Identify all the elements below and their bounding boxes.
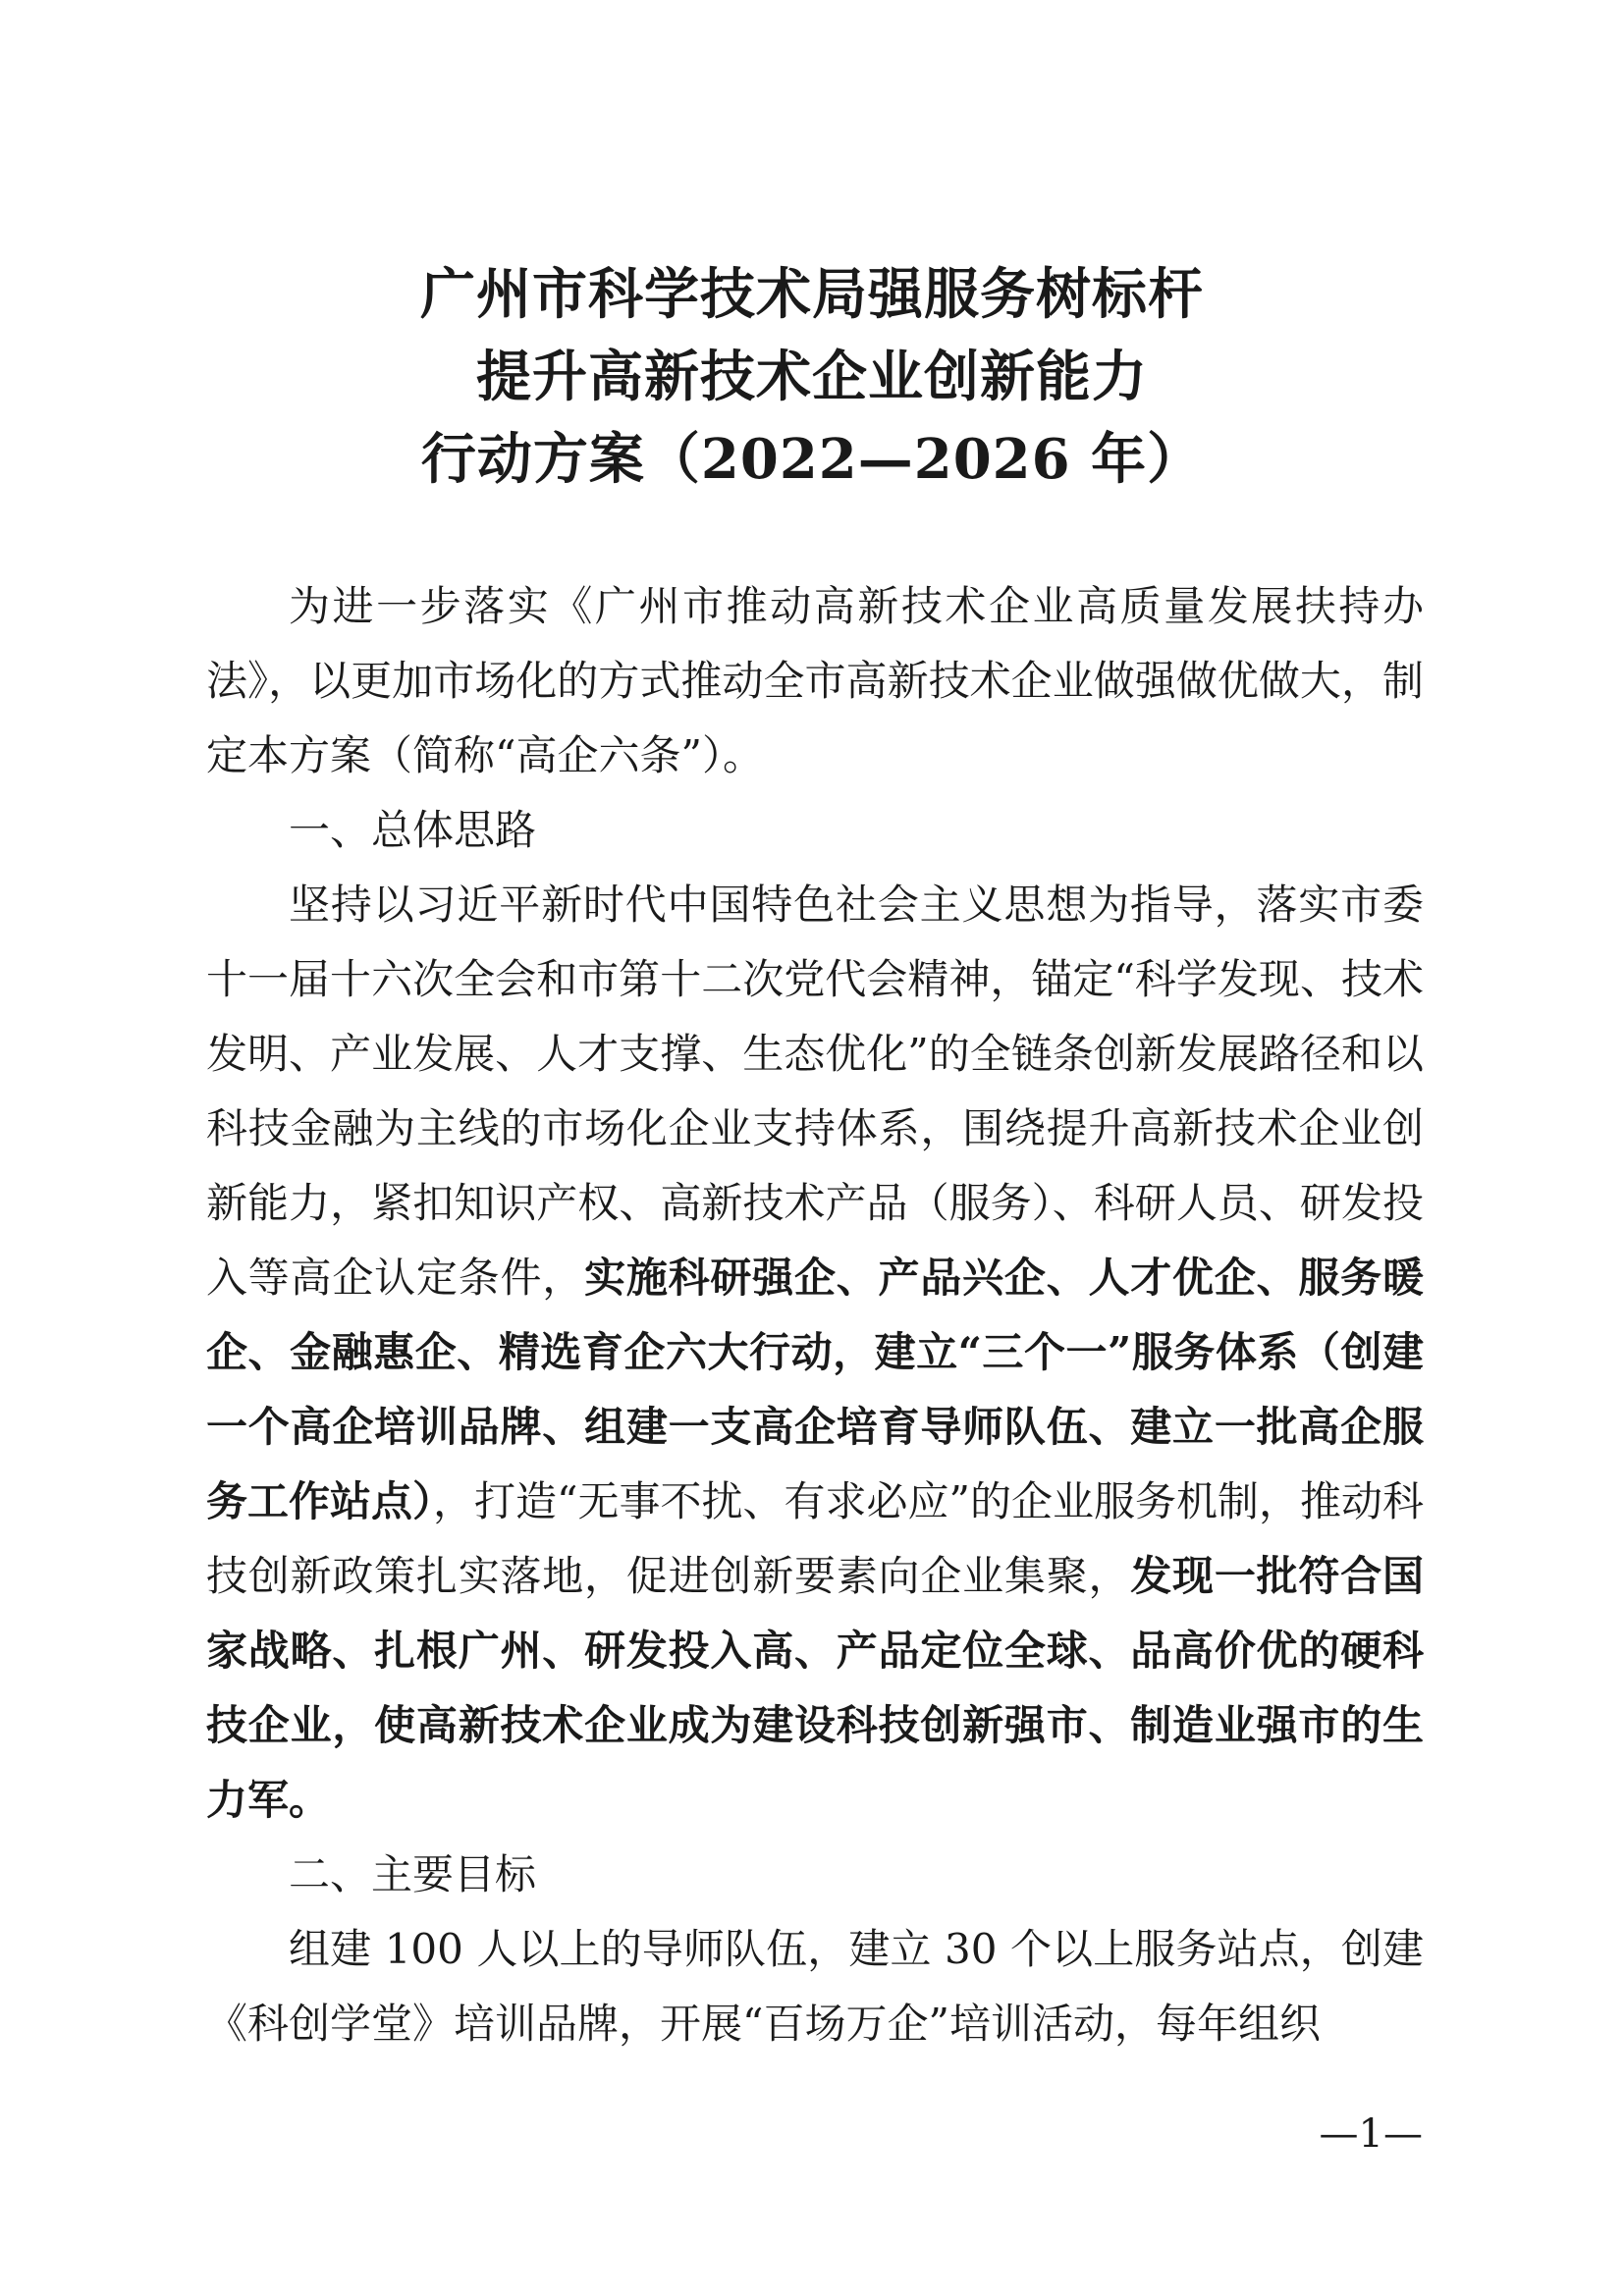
document-title [0, 253, 1624, 501]
section-1-bold-text-1: 实施科研强企、产品兴企、人才优企、服务暖企、金融惠企、精选育企六大行动，建立“三个一”服务体系（创建一个高企培训品牌、组建一支高企培育导师队伍、建立一批高企服务工作站点） [206, 1254, 1424, 1525]
section-1-paragraph [206, 868, 1424, 1838]
title-line-1: 广州市科学技术局强服务树标杆 [420, 262, 1204, 327]
section-1-text-part-2: ，打造“无事不扰、有求必应”的企业服务机制，推动科技创新政策扎实落地，促进创新要素向企业集聚， [206, 1477, 1424, 1600]
section-1-text-part-1: 坚持以习近平新时代中国特色社会主义思想为指导，落实市委十一届十六次全会和市第十二次党代会精神，锚定“科学发现、技术发明、产业发展、人才支撑、生态优化”的全链条创新发展路径和以科技金融为主线的市场化企业支持体系，围绕提升高新技术企业创新能力，紧扣知识产权、高新技术产品（服务）、科研人员、研发投入等高企认定条件， [206, 881, 1424, 1302]
section-1-bold-text-2: 发现一批符合国家战略、扎根广州、研发投入高、产品定位全球、品高价优的硬科技企业，使高新技术企业成为建设科技创新强市、制造业强市的生力军。 [206, 1552, 1424, 1824]
title-line-2: 提升高新技术企业创新能力 [476, 345, 1148, 409]
title-line-3: 行动方案（2022—2026 年） [420, 427, 1204, 492]
document-body [206, 569, 1424, 2061]
page-number: —1— [1319, 2111, 1423, 2157]
section-2-heading: 二、主要目标 [289, 1850, 537, 1898]
intro-paragraph: 为进一步落实《广州市推动高新技术企业高质量发展扶持办法》，以更加市场化的方式推动全市高新技术企业做强做优做大，制定本方案（简称“高企六条”）。 [206, 582, 1424, 779]
section-1-heading: 一、总体思路 [289, 806, 537, 854]
section-2-paragraph: 组建 100 人以上的导师队伍，建立 30 个以上服务站点，创建《科创学堂》培训品牌，开展“百场万企”培训活动，每年组织 [206, 1925, 1424, 2048]
